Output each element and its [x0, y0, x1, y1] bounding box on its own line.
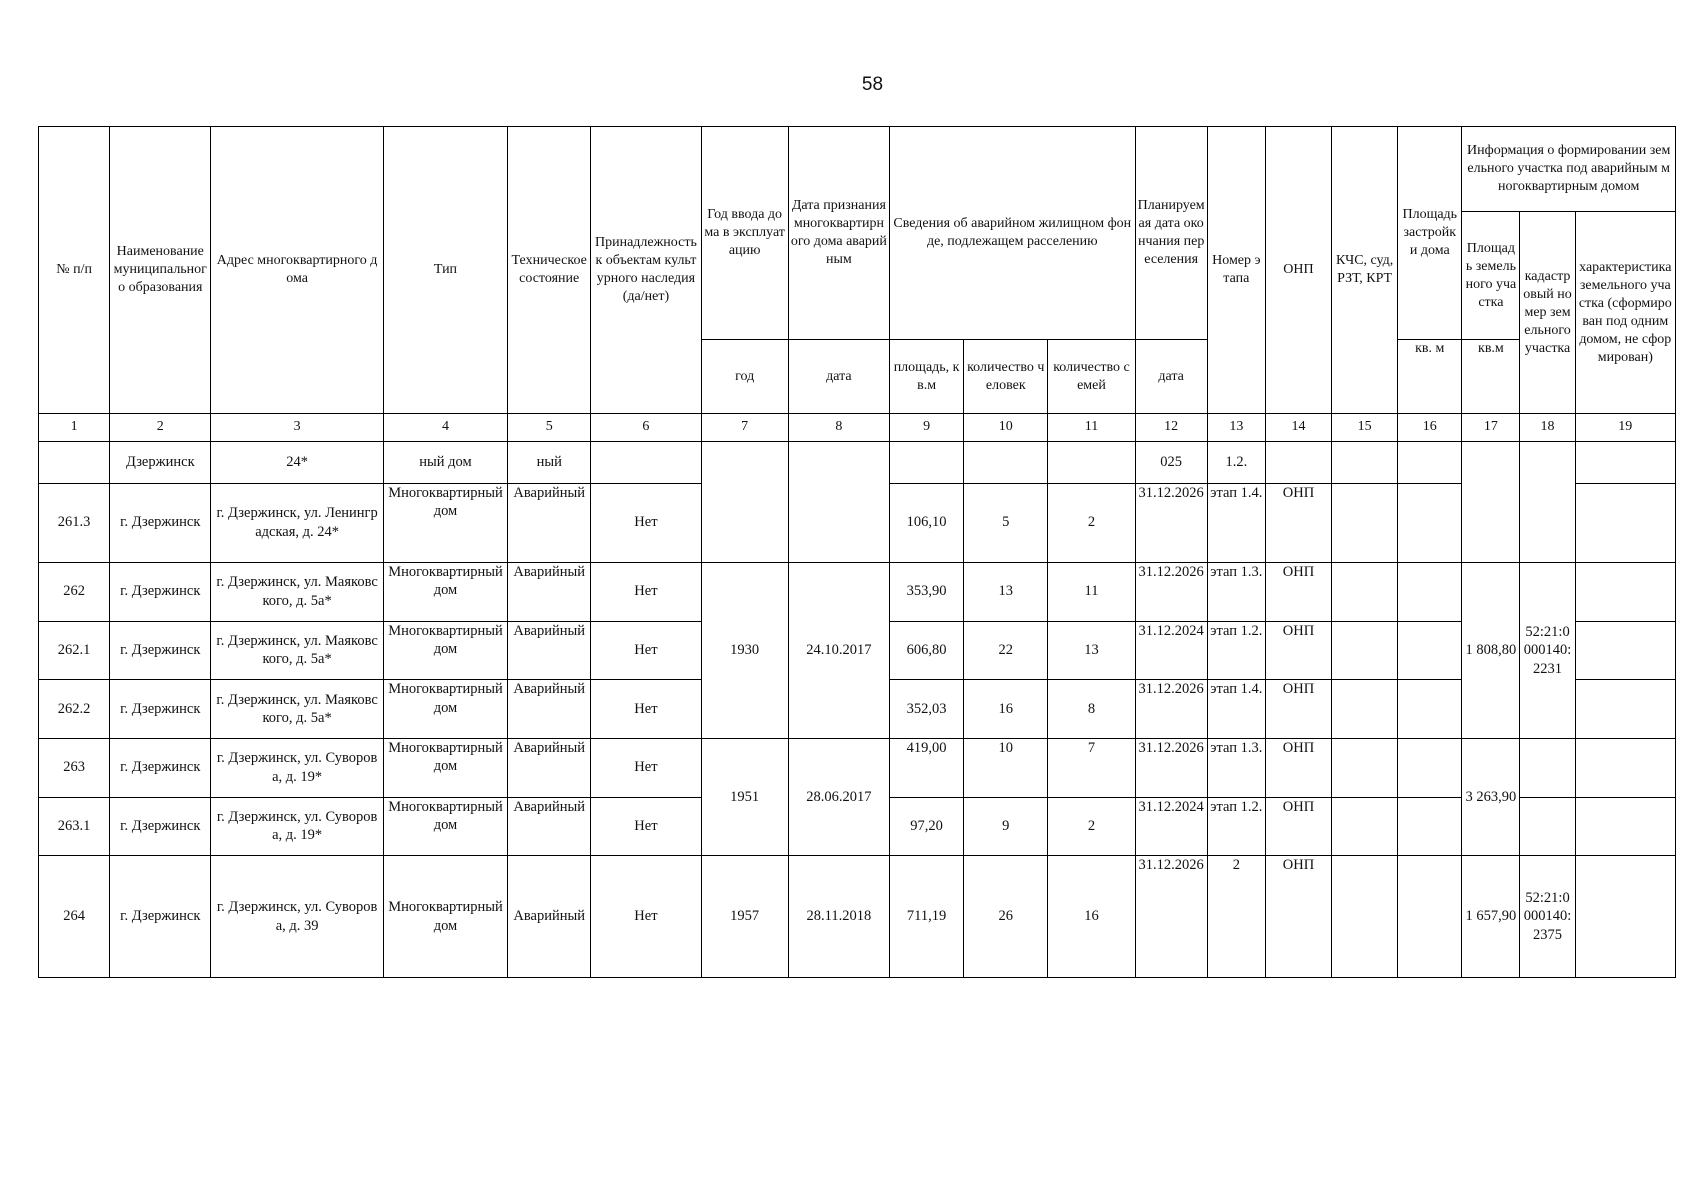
col-num: 17 [1462, 414, 1520, 442]
cell-planned-date: 31.12.2026 [1135, 680, 1207, 739]
cell-number: 263 [39, 738, 110, 797]
table-row [39, 856, 1676, 978]
cell-number: 261.3 [39, 483, 110, 562]
cell-number: 264 [39, 856, 110, 978]
cell-condition: ный [508, 442, 591, 483]
cell-condition: Аварийный [508, 738, 591, 797]
header-kchs: КЧС, суд, РЗТ, КРТ [1332, 127, 1398, 414]
header-land-area: Площадь земельного участка [1462, 212, 1520, 340]
cell-families: 2 [1048, 797, 1135, 856]
col-num: 5 [508, 414, 591, 442]
cell-recognition-date: 28.06.2017 [788, 738, 889, 855]
cell-planned-date: 31.12.2024 [1135, 621, 1207, 680]
col-num: 6 [591, 414, 701, 442]
header-condition: Техническое состояние [508, 127, 591, 414]
header-sub-date: дата [788, 340, 889, 414]
cell-planned-date: 31.12.2024 [1135, 797, 1207, 856]
cell-cadastral-number: 52:21:0000140:2375 [1520, 856, 1575, 978]
cell-municipality: г. Дзержинск [110, 483, 211, 562]
cell-area: 606,80 [890, 621, 964, 680]
header-address: Адрес многоквартирного дома [211, 127, 383, 414]
cell-condition: Аварийный [508, 562, 591, 621]
header-sub-planned-date: дата [1135, 340, 1207, 414]
cell-heritage: Нет [591, 680, 701, 739]
header-land-characteristic: характеристика земельного участка (сформирован под одним домом, не сформирован) [1575, 212, 1675, 414]
cell-stage: этап 1.2. [1207, 797, 1265, 856]
cell-municipality: г. Дзержинск [110, 797, 211, 856]
header-sub-area: площадь, кв.м [890, 340, 964, 414]
cell-heritage: Нет [591, 483, 701, 562]
cell-families: 13 [1048, 621, 1135, 680]
cell-onp: ОНП [1265, 562, 1331, 621]
cell-address: г. Дзержинск, ул. Маяковского, д. 5а* [211, 562, 383, 621]
col-num: 16 [1398, 414, 1462, 442]
header-building-area: Площадь застройки дома [1398, 127, 1462, 340]
cell-families: 8 [1048, 680, 1135, 739]
cell-year: 1951 [701, 738, 788, 855]
cell-address: г. Дзержинск, ул. Маяковского, д. 5а* [211, 621, 383, 680]
cell-heritage: Нет [591, 856, 701, 978]
cell-stage: 2 [1207, 856, 1265, 978]
table-header [39, 127, 1676, 414]
cell-heritage: Нет [591, 797, 701, 856]
cell-condition: Аварийный [508, 680, 591, 739]
cell-municipality: Дзержинск [110, 442, 211, 483]
cell-heritage: Нет [591, 562, 701, 621]
col-num: 11 [1048, 414, 1135, 442]
cell-condition: Аварийный [508, 621, 591, 680]
cell-stage: этап 1.2. [1207, 621, 1265, 680]
col-num: 12 [1135, 414, 1207, 442]
table-row [39, 738, 1676, 797]
page-number: 58 [861, 74, 884, 95]
col-num: 2 [110, 414, 211, 442]
cell-heritage: Нет [591, 621, 701, 680]
header-land-info: Информация о формировании земельного участка под аварийным многоквартирным домом [1462, 127, 1676, 212]
col-num: 1 [39, 414, 110, 442]
cell-stage: этап 1.3. [1207, 562, 1265, 621]
cell-type: Многоквартирный дом [383, 738, 507, 797]
header-sub-unit-sqm: кв. м [1398, 340, 1462, 414]
cell-number: 262.2 [39, 680, 110, 739]
header-stage: Номер этапа [1207, 127, 1265, 414]
cell-people: 5 [964, 483, 1048, 562]
cell-address: 24* [211, 442, 383, 483]
col-num: 13 [1207, 414, 1265, 442]
cell-municipality: г. Дзержинск [110, 856, 211, 978]
cell-planned-date: 31.12.2026 [1135, 738, 1207, 797]
header-heritage: Принадлежность к объектам культурного наследия (да/нет) [591, 127, 701, 414]
header-sub-families: количество семей [1048, 340, 1135, 414]
col-num: 14 [1265, 414, 1331, 442]
cell-number: 263.1 [39, 797, 110, 856]
header-municipality: Наименование муниципального образования [110, 127, 211, 414]
cell-recognition-date: 28.11.2018 [788, 856, 889, 978]
cell-planned-date: 31.12.2026 [1135, 562, 1207, 621]
cell-recognition-date: 24.10.2017 [788, 562, 889, 738]
cell-stage: этап 1.3. [1207, 738, 1265, 797]
cell-municipality: г. Дзержинск [110, 680, 211, 739]
table-row [39, 442, 1676, 483]
cell-number: 262 [39, 562, 110, 621]
cell-land-area: 3 263,90 [1462, 738, 1520, 855]
cell-type: Многоквартирный дом [383, 483, 507, 562]
col-num: 10 [964, 414, 1048, 442]
cell-families: 11 [1048, 562, 1135, 621]
cell-onp: ОНП [1265, 797, 1331, 856]
cell-families: 7 [1048, 738, 1135, 797]
col-num: 4 [383, 414, 507, 442]
header-emergency-housing: Сведения об аварийном жилищном фонде, подлежащем расселению [890, 127, 1136, 340]
table-row [39, 562, 1676, 621]
header-recognition-date: Дата признания многоквартирного дома аварийным [788, 127, 889, 340]
cell-onp: ОНП [1265, 621, 1331, 680]
cell-families: 16 [1048, 856, 1135, 978]
col-num: 18 [1520, 414, 1575, 442]
cell-onp: ОНП [1265, 738, 1331, 797]
cell-area: 419,00 [890, 738, 964, 797]
header-year: Год ввода дома в эксплуатацию [701, 127, 788, 340]
col-num: 19 [1575, 414, 1675, 442]
header-sub-unit-sqm-land: кв.м [1462, 340, 1520, 414]
cell-address: г. Дзержинск, ул. Ленинградская, д. 24* [211, 483, 383, 562]
header-planned-date: Планируемая дата окончания переселения [1135, 127, 1207, 340]
resettlement-table [38, 126, 1676, 978]
cell-address: г. Дзержинск, ул. Маяковского, д. 5а* [211, 680, 383, 739]
header-onp: ОНП [1265, 127, 1331, 414]
cell-type: Многоквартирный дом [383, 797, 507, 856]
cell-condition: Аварийный [508, 856, 591, 978]
cell-onp: ОНП [1265, 483, 1331, 562]
cell-area: 711,19 [890, 856, 964, 978]
cell-stage: этап 1.4. [1207, 483, 1265, 562]
cell-number: 262.1 [39, 621, 110, 680]
cell-stage: 1.2. [1207, 442, 1265, 483]
column-number-row [39, 414, 1676, 442]
header-number: № п/п [39, 127, 110, 414]
cell-type: Многоквартирный дом [383, 680, 507, 739]
col-num: 7 [701, 414, 788, 442]
cell-onp: ОНП [1265, 680, 1331, 739]
col-num: 9 [890, 414, 964, 442]
cell-type: Многоквартирный дом [383, 856, 507, 978]
header-cadastral-number: кадастровый номер земельного участка [1520, 212, 1575, 414]
cell-year: 1957 [701, 856, 788, 978]
cell-municipality: г. Дзержинск [110, 562, 211, 621]
cell-area: 106,10 [890, 483, 964, 562]
cell-people: 13 [964, 562, 1048, 621]
cell-address: г. Дзержинск, ул. Суворова, д. 19* [211, 797, 383, 856]
cell-address: г. Дзержинск, ул. Суворова, д. 19* [211, 738, 383, 797]
cell-address: г. Дзержинск, ул. Суворова, д. 39 [211, 856, 383, 978]
col-num: 8 [788, 414, 889, 442]
cell-area: 97,20 [890, 797, 964, 856]
cell-planned-date: 31.12.2026 [1135, 483, 1207, 562]
cell-planned-date: 025 [1135, 442, 1207, 483]
cell-type: Многоквартирный дом [383, 562, 507, 621]
cell-people: 10 [964, 738, 1048, 797]
cell-year: 1930 [701, 562, 788, 738]
cell-area: 353,90 [890, 562, 964, 621]
cell-heritage: Нет [591, 738, 701, 797]
cell-people: 16 [964, 680, 1048, 739]
cell-cadastral-number: 52:21:0000140:2231 [1520, 562, 1575, 738]
cell-families: 2 [1048, 483, 1135, 562]
header-sub-year: год [701, 340, 788, 414]
cell-stage: этап 1.4. [1207, 680, 1265, 739]
cell-condition: Аварийный [508, 483, 591, 562]
cell-type: Многоквартирный дом [383, 621, 507, 680]
cell-people: 9 [964, 797, 1048, 856]
cell-people: 26 [964, 856, 1048, 978]
cell-condition: Аварийный [508, 797, 591, 856]
header-sub-people: количество человек [964, 340, 1048, 414]
cell-onp: ОНП [1265, 856, 1331, 978]
cell-municipality: г. Дзержинск [110, 738, 211, 797]
cell-type: ный дом [383, 442, 507, 483]
col-num: 3 [211, 414, 383, 442]
cell-municipality: г. Дзержинск [110, 621, 211, 680]
col-num: 15 [1332, 414, 1398, 442]
cell-planned-date: 31.12.2026 [1135, 856, 1207, 978]
cell-land-area: 1 808,80 [1462, 562, 1520, 738]
header-type: Тип [383, 127, 507, 414]
cell-land-area: 1 657,90 [1462, 856, 1520, 978]
cell-people: 22 [964, 621, 1048, 680]
cell-area: 352,03 [890, 680, 964, 739]
